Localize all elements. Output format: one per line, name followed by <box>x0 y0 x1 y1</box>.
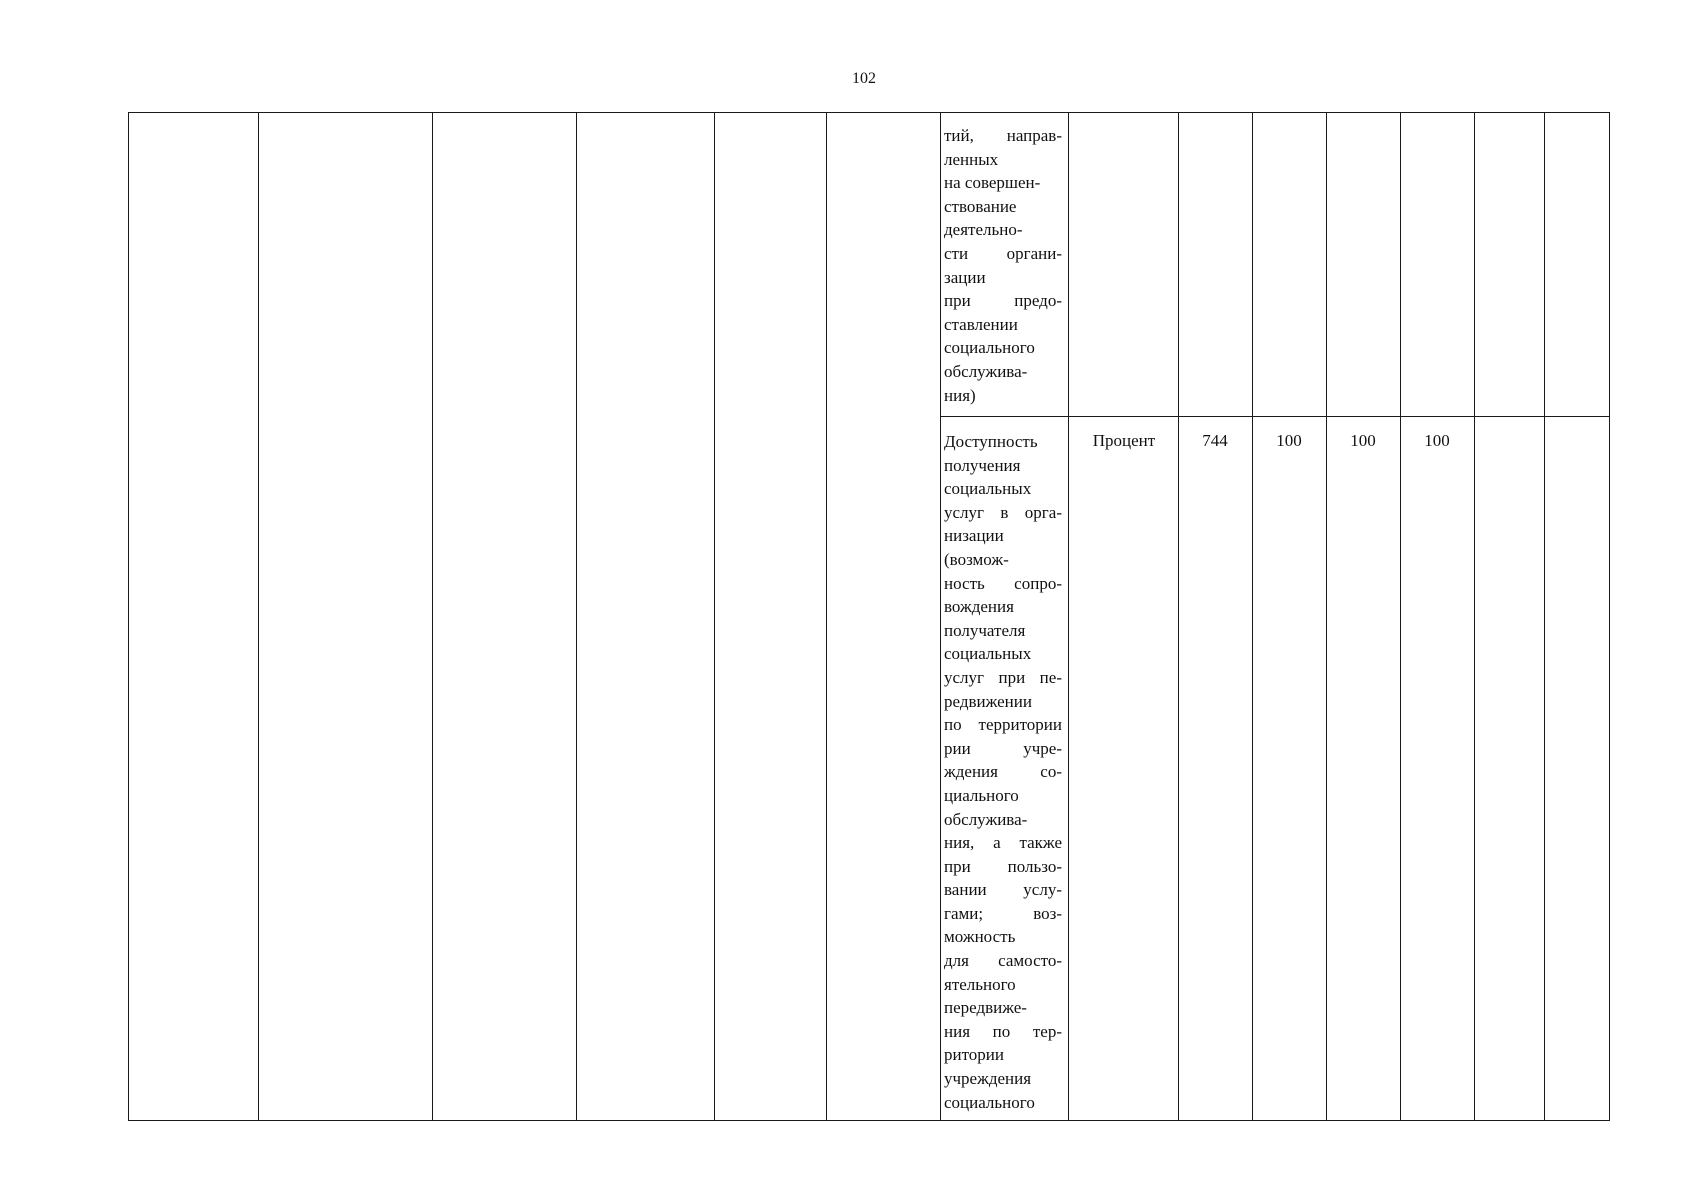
continued-indicator-text <box>944 124 1062 407</box>
column-border <box>1609 112 1610 1121</box>
text-line: тий, направ- <box>944 126 1062 145</box>
text-line: можность <box>944 927 1016 947</box>
column-border <box>940 112 941 1121</box>
text-line: учреждения <box>944 1069 1032 1089</box>
text-line: вании услу- <box>944 880 1062 900</box>
text-line: получателя <box>944 620 1026 640</box>
text-line: обслужива- <box>944 361 1028 381</box>
value-cell-1: 100 <box>1276 431 1302 450</box>
text-line: деятельно- <box>944 220 1023 240</box>
text-line: ствование <box>944 196 1017 216</box>
text-line: услуг в орга- <box>944 502 1062 522</box>
value-cell-3: 100 <box>1424 431 1450 450</box>
column-border <box>1178 112 1179 1121</box>
text-line: социального <box>944 1092 1035 1112</box>
text-line: ния по тер- <box>944 1021 1062 1041</box>
text-line: рии учре- <box>944 738 1062 758</box>
text-line: услуг при пе- <box>944 667 1062 687</box>
column-border <box>576 112 577 1121</box>
table-top-border <box>128 112 1610 113</box>
text-line: редвижении <box>944 691 1032 711</box>
column-border <box>432 112 433 1121</box>
text-line: ния, а также <box>944 833 1062 853</box>
text-line: ятельного <box>944 974 1016 994</box>
text-line: ность сопро- <box>944 573 1062 593</box>
text-line: ленных <box>944 149 999 169</box>
row-divider <box>940 416 1610 417</box>
column-border <box>826 112 827 1121</box>
text-line: циального <box>944 785 1019 805</box>
column-border <box>1326 112 1327 1121</box>
page-number: 102 <box>852 70 876 87</box>
column-border <box>1068 112 1069 1121</box>
text-line: передвиже- <box>944 998 1027 1018</box>
column-border <box>714 112 715 1121</box>
indicator-text <box>944 430 1062 1114</box>
column-border <box>258 112 259 1121</box>
text-line: сти органи- <box>944 243 1062 263</box>
column-border <box>1474 112 1475 1121</box>
text-line: (возмож- <box>944 549 1009 569</box>
column-border <box>1544 112 1545 1121</box>
text-line: низации <box>944 526 1004 546</box>
text-line: при предо- <box>944 291 1062 311</box>
column-border <box>1400 112 1401 1121</box>
column-border <box>1252 112 1253 1121</box>
text-line: ждения со- <box>944 762 1062 782</box>
text-line: получения <box>944 455 1021 475</box>
text-line: на совершен- <box>944 173 1041 193</box>
text-line: социальных <box>944 479 1032 499</box>
text-line: ния) <box>944 385 976 405</box>
column-border <box>128 112 129 1121</box>
text-line: по территории <box>944 715 1062 735</box>
value-cell-2: 100 <box>1350 431 1376 450</box>
text-line: при пользо- <box>944 856 1062 876</box>
text-line: зации <box>944 267 986 287</box>
data-table <box>128 112 1610 1121</box>
text-line: социальных <box>944 644 1032 664</box>
text-line: обслужива- <box>944 809 1028 829</box>
table-bottom-border <box>128 1120 1610 1121</box>
text-line: гами; воз- <box>944 903 1062 923</box>
text-line: для самосто- <box>944 951 1062 971</box>
text-line: вождения <box>944 597 1014 617</box>
text-line: ритории <box>944 1045 1004 1065</box>
text-line: ставлении <box>944 314 1018 334</box>
text-line: Доступность <box>944 432 1038 451</box>
text-line: социального <box>944 338 1035 358</box>
code-cell: 744 <box>1202 431 1228 450</box>
unit-cell: Процент <box>1092 431 1156 450</box>
